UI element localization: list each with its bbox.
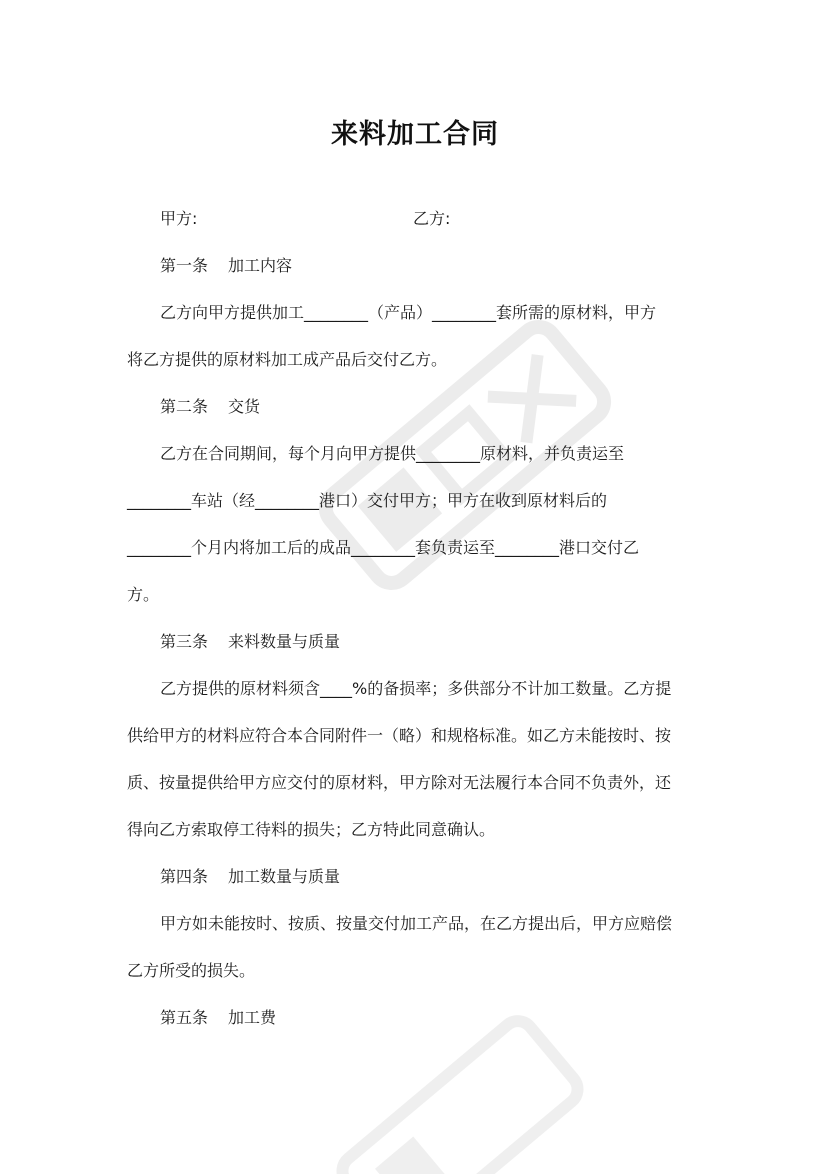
- paragraph-line: 乙方所受的损失。: [127, 961, 256, 980]
- paragraph-line: 将乙方提供的原材料加工成产品后交付乙方。: [127, 350, 448, 369]
- paragraph-line: 乙方提供的原材料须含____%的备损率；多供部分不计加工数量。乙方提: [160, 679, 672, 698]
- paragraph-line: 质、按量提供给甲方应交付的原材料，甲方除对无法履行本合同不负责外，还: [127, 773, 672, 792]
- party-b-label: 乙方:: [413, 209, 451, 228]
- section-heading: [160, 255, 292, 277]
- section-number: 第五条: [160, 1008, 209, 1027]
- watermark-logo-lower: [315, 993, 604, 1174]
- paragraph-line: 甲方如未能按时、按质、按量交付加工产品，在乙方提出后，甲方应赔偿: [160, 914, 673, 933]
- party-a-label: 甲方:: [160, 209, 198, 228]
- paragraph-line: 乙方在合同期间，每个月向甲方提供________原材料，并负责运至: [160, 444, 625, 463]
- section-title: 来料数量与质量: [228, 632, 341, 651]
- section-title: 加工费: [228, 1008, 277, 1027]
- section-heading: [160, 396, 260, 418]
- section-heading: [160, 866, 340, 888]
- section-title: 加工数量与质量: [228, 867, 341, 886]
- section-heading: [160, 631, 340, 653]
- section-number: 第二条: [160, 397, 209, 416]
- paragraph-line: 得向乙方索取停工待料的损失；乙方特此同意确认。: [127, 820, 496, 839]
- paragraph-line: 供给甲方的材料应符合本合同附件一（略）和规格标准。如乙方未能按时、按: [127, 726, 672, 745]
- section-title: 加工内容: [228, 256, 293, 275]
- section-number: 第四条: [160, 867, 209, 886]
- paragraph-line: ________个月内将加工后的成品________套负责运至________港口交付乙: [127, 538, 640, 557]
- section-number: 第一条: [160, 256, 209, 275]
- paragraph-line: 方。: [127, 585, 160, 604]
- paragraph-line: ________车站（经________港口）交付甲方；甲方在收到原材料后的: [127, 491, 608, 510]
- document-title: 来料加工合同: [331, 119, 499, 150]
- section-heading: [160, 1007, 276, 1029]
- section-number: 第三条: [160, 632, 209, 651]
- section-title: 交货: [228, 397, 261, 416]
- paragraph-line: 乙方向甲方提供加工________（产品）________套所需的原材料，甲方: [160, 303, 657, 322]
